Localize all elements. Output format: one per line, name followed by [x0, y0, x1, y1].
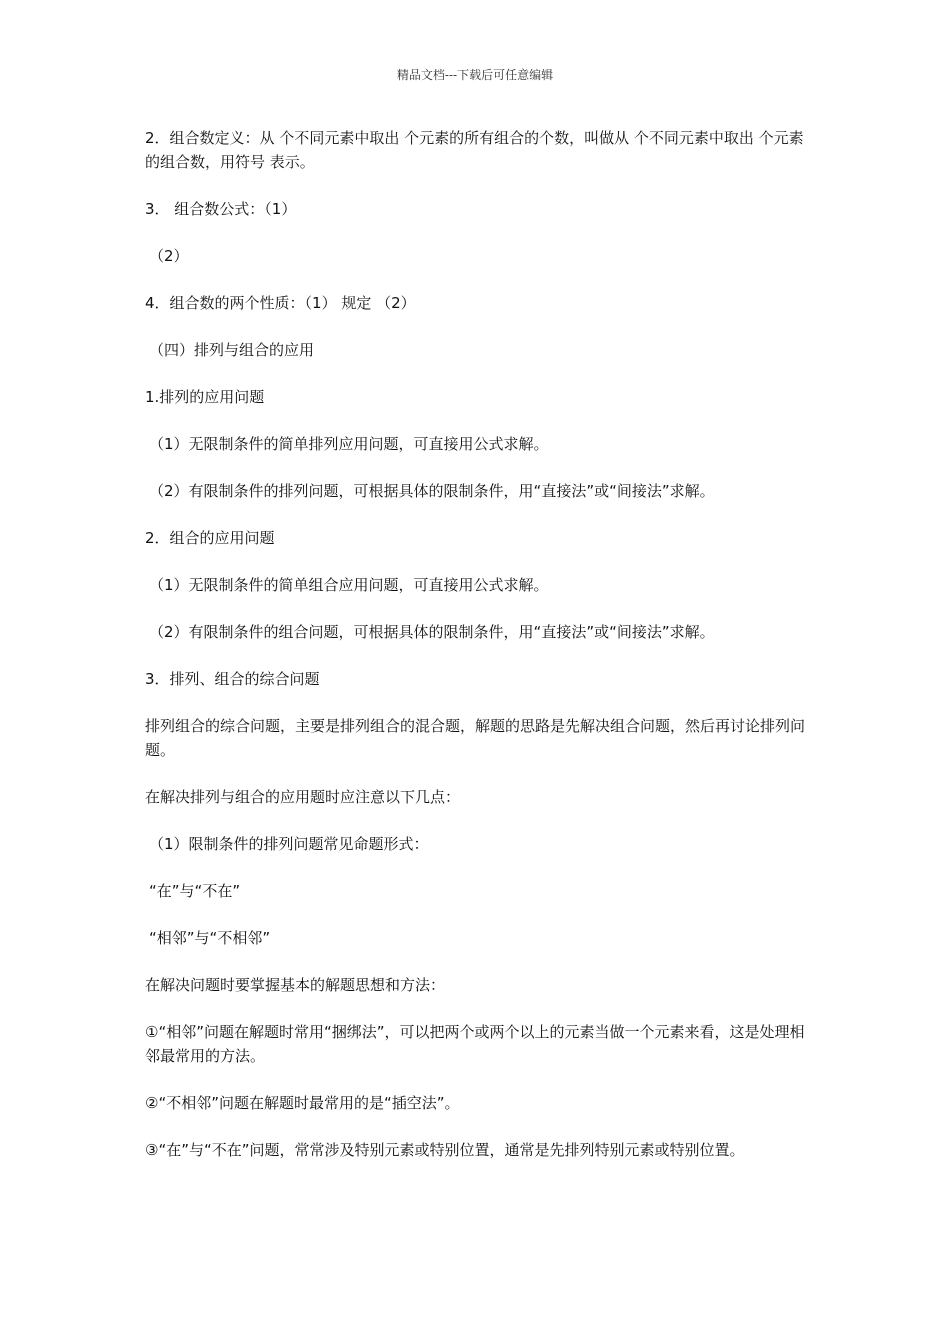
paragraph-notes-intro: 在解决排列与组合的应用题时应注意以下几点：: [145, 788, 461, 806]
paragraph-combination-restricted: （2）有限制条件的组合问题，可根据具体的限制条件，用“直接法”或“间接法”求解。: [149, 623, 715, 641]
paragraph-in-not-in-method: ③“在”与“不在”问题，常常涉及特别元素或特别位置，通常是先排列特别元素或特别位置。: [145, 1141, 745, 1159]
paragraph-combination-unrestricted: （1）无限制条件的简单组合应用问题，可直接用公式求解。: [149, 576, 549, 594]
paragraph-combination-formula-2: （2）: [149, 247, 189, 265]
section-heading-applications: （四）排列与组合的应用: [149, 341, 315, 359]
paragraph-adjacent-not-adjacent: “相邻”与“不相邻”: [149, 929, 271, 947]
paragraph-combination-properties: 4．组合数的两个性质：（1） 规定 （2）: [145, 294, 416, 312]
paragraph-permutation-unrestricted: （1）无限制条件的简单排列应用问题，可直接用公式求解。: [149, 435, 549, 453]
paragraph-restricted-forms: （1）限制条件的排列问题常见命题形式：: [149, 835, 429, 853]
page-header: 精品文档---下载后可任意编辑: [396, 68, 554, 82]
paragraph-adjacent-method: ①“相邻”问题在解题时常用“捆绑法”，可以把两个或两个以上的元素当做一个元素来看，这是处理相邻最常用的方法。: [145, 1023, 805, 1065]
paragraph-methods-intro: 在解决问题时要掌握基本的解题思想和方法：: [145, 976, 446, 994]
paragraph-combination-formula-1: 3． 组合数公式：（1）: [145, 200, 297, 218]
paragraph-permutation-restricted: （2）有限制条件的排列问题，可根据具体的限制条件，用“直接法”或“间接法”求解。: [149, 482, 715, 500]
paragraph-mixed-problems-explanation: 排列组合的综合问题，主要是排列组合的混合题，解题的思路是先解决组合问题，然后再讨论排列问题。: [145, 717, 806, 759]
paragraph-non-adjacent-method: ②“不相邻”问题在解题时最常用的是“插空法”。: [145, 1094, 460, 1112]
paragraph-mixed-problems: 3．排列、组合的综合问题: [145, 670, 320, 688]
paragraph-combination-applications: 2．组合的应用问题: [145, 529, 275, 547]
document-body: [145, 126, 805, 1185]
paragraph-combination-definition: 2．组合数定义：从 个不同元素中取出 个元素的所有组合的个数，叫做从 个不同元素中取出 个元素的组合数，用符号 表示。: [145, 129, 804, 171]
paragraph-permutation-applications: 1.排列的应用问题: [145, 388, 265, 406]
paragraph-in-not-in: “在”与“不在”: [149, 882, 241, 900]
